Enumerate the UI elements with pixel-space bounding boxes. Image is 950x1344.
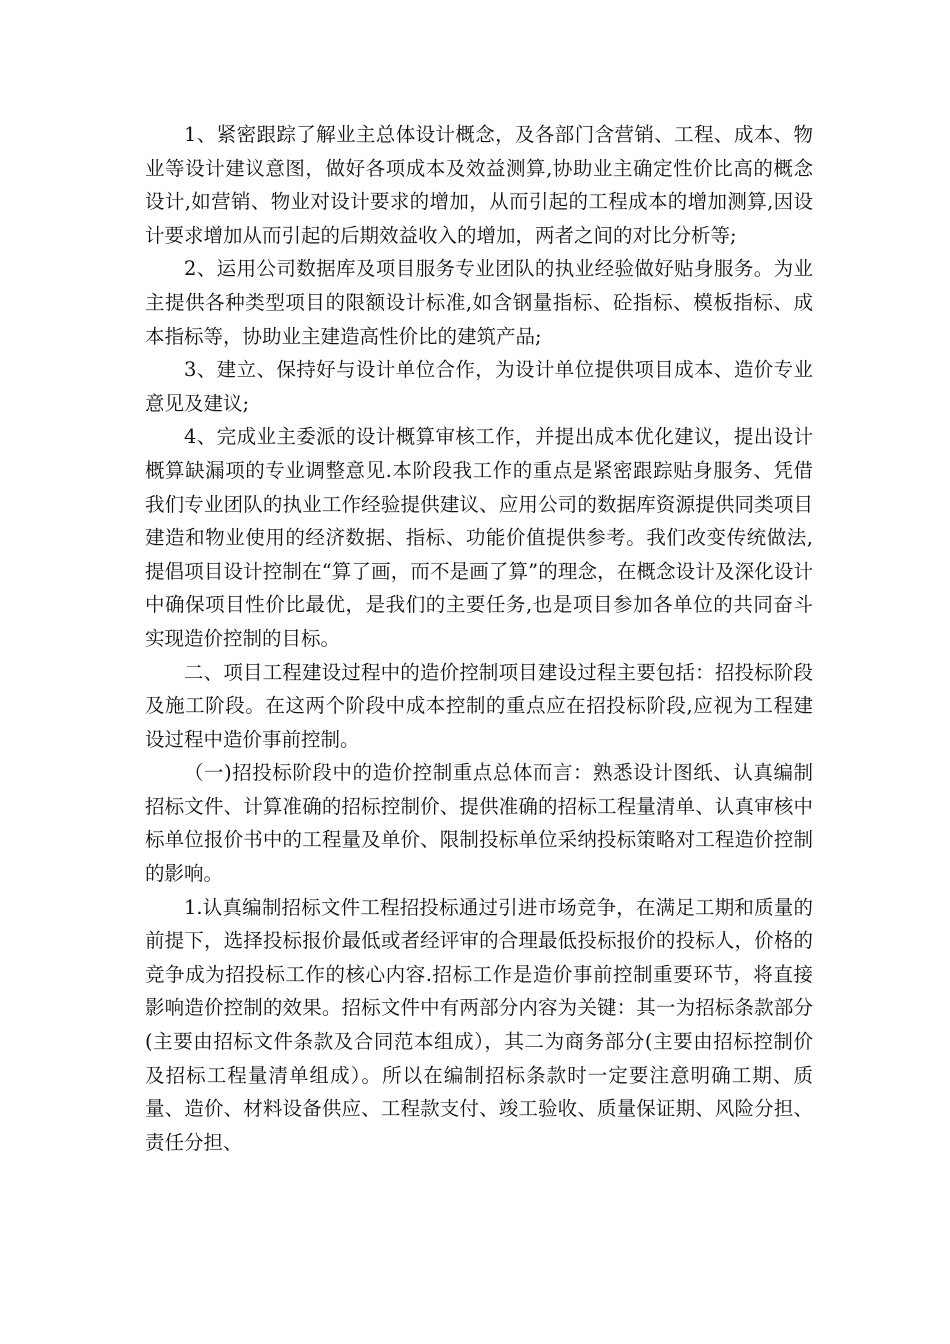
paragraph-bidding-documents: 1.认真编制招标文件工程招投标通过引进市场竞争，在满足工期和质量的前提下，选择投标报价最低或者经评审的合理最低投标报价的投标人，价格的竞争成为招投标工作的核心内容.招标工作是造价事前控制重要环节，将直接影响造价控制的效果。招标文件中有两部分内容为关键：其一为招标条款部分(主要由招标文件条款及合同范本组成），其二为商务部分(主要由招标控制价及招标工程量清单组成）。所以在编制招标条款时一定要注意明确工期、质量、造价、材料设备供应、工程款支付、竣工验收、质量保证期、风险分担、责任分担、 xyxy=(145,895,813,1154)
paragraph-database-service: 2、运用公司数据库及项目服务专业团队的执业经验做好贴身服务。为业主提供各种类型项目的限额设计标准,如含钢量指标、砼指标、模板指标、成本指标等，协助业主建造高性价比的建筑产品; xyxy=(145,257,813,348)
document-body xyxy=(145,118,813,1159)
paragraph-design-cooperation: 3、建立、保持好与设计单位合作，为设计单位提供项目成本、造价专业意见及建议; xyxy=(145,358,813,415)
paragraph-construction-phase: 二、项目工程建设过程中的造价控制项目建设过程主要包括：招投标阶段及施工阶段。在这两个阶段中成本控制的重点应在招投标阶段,应视为工程建设过程中造价事前控制。 xyxy=(145,660,813,751)
paragraph-estimate-review: 4、完成业主委派的设计概算审核工作，并提出成本优化建议，提出设计概算缺漏项的专业调整意见.本阶段我工作的重点是紧密跟踪贴身服务、凭借我们专业团队的执业工作经验提供建议、应用公司的数据库资源提供同类项目建造和物业使用的经济数据、指标、功能价值提供参考。我们改变传统做法,提倡项目设计控制在“算了画，而不是画了算”的理念，在概念设计及深化设计中确保项目性价比最优，是我们的主要任务,也是项目参加各单位的共同奋斗实现造价控制的目标。 xyxy=(145,425,813,650)
paragraph-design-tracking: 1、紧密跟踪了解业主总体设计概念，及各部门含营销、工程、成本、物业等设计建议意图，做好各项成本及效益测算,协助业主确定性价比高的概念设计,如营销、物业对设计要求的增加，从而引起的工程成本的增加测算,因设计要求增加从而引起的后期效益收入的增加，两者之间的对比分析等; xyxy=(145,123,813,247)
paragraph-bidding-control: （一)招投标阶段中的造价控制重点总体而言：熟悉设计图纸、认真编制招标文件、计算准确的招标控制价、提供准确的招标工程量清单、认真审核中标单位报价书中的工程量及单价、限制投标单位采纳投标策略对工程造价控制的影响。 xyxy=(145,761,813,886)
